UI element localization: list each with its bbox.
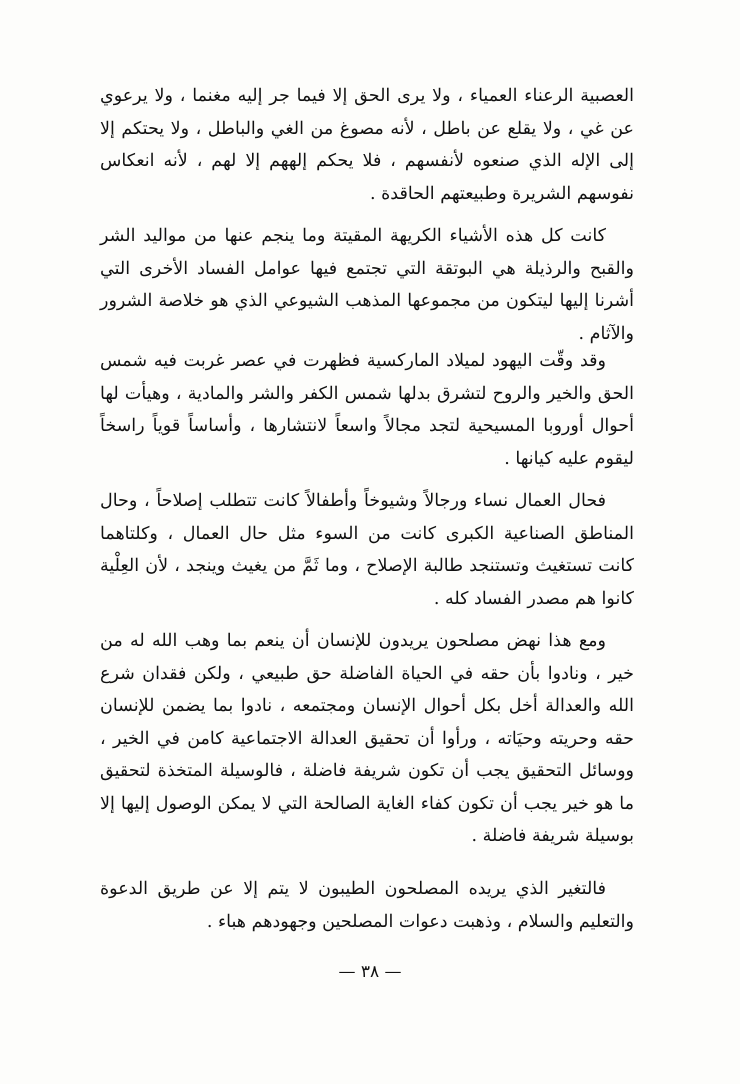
paragraph-2 — [100, 220, 634, 350]
paragraph-5 — [100, 625, 634, 853]
page-number: — ٣٨ — — [338, 962, 402, 982]
paragraph-3 — [100, 345, 634, 475]
paragraph-text: كانت كل هذه الأشياء الكريهة المقيتة وما ينجم عنها من مواليد الشر والقبح والرذيلة هي البوتقة التي تجتمع فيها عوامل الفساد الأخرى التي أشرنا إليها ليتكون من مجموعها المذهب الشيوعي الذي هو خلاصة الشرور والآثام . — [100, 226, 634, 344]
paragraph-text: وقد وقّت اليهود لميلاد الماركسية فظهرت في عصر غربت فيه شمس الحق والخير والروح لتشرق بدلها شمس الكفر والشر والمادية ، وهيأت لها أحوال أوروبا المسيحية لتجد مجالاً واسعاً لانتشارها ، وأساساً قوياً راسخاً ليقوم عليه كيانها . — [100, 351, 634, 469]
paragraph-text: ومع هذا نهض مصلحون يريدون للإنسان أن ينعم بما وهب الله له من خير ، ونادوا بأن حقه في الحياة الفاضلة حق طبيعي ، ولكن فقدان شرع الله والعدالة أخل بكل أحوال الإنسان ومجتمعه ، نادوا بما يضمن للإنسان حقه وحريته وحيَاته ، ورأوا أن تحقيق العدالة الاجتماعية كامن في الخير ، ووسائل التحقيق يجب أن تكون شريفة فاضلة ، فالوسيلة المتخذة لتحقيق ما هو خير يجب أن تكون كفاء الغاية الصالحة التي لا يمكن الوصول إليها إلا بوسيلة شريفة فاضلة . — [100, 631, 634, 846]
paragraph-text: فحال العمال نساء ورجالاً وشيوخاً وأطفالاً كانت تتطلب إصلاحاً ، وحال المناطق الصناعية الكبرى كانت من السوء مثل حال العمال ، وكلتاهما كانت تستغيث وتستنجد طالبة الإصلاح ، وما ثَمَّ من يغيث وينجد ، لأن العِلْية كانوا هم مصدر الفساد كله . — [100, 491, 634, 609]
paragraph-4 — [100, 485, 634, 615]
paragraph-6 — [100, 873, 634, 938]
paragraph-text: فالتغير الذي يريده المصلحون الطيبون لا يتم إلا عن طريق الدعوة والتعليم والسلام ، وذهبت دعوات المصلحين وجهودهم هباء . — [100, 879, 634, 932]
paragraph-text: العصبية الرعناء العمياء ، ولا يرى الحق إلا فيما جر إليه مغنما ، ولا يرعوي عن غي ، ولا يقلع عن باطل ، لأنه مصوغ من الغي والباطل ، ولا يحتكم إلا إلى الإله الذي صنعوه لأنفسهم ، فلا يحكم إلههم إلا لهم ، لأنه انعكاس نفوسهم الشريرة وطبيعتهم الحاقدة . — [100, 86, 634, 204]
paragraph-1 — [100, 80, 634, 210]
